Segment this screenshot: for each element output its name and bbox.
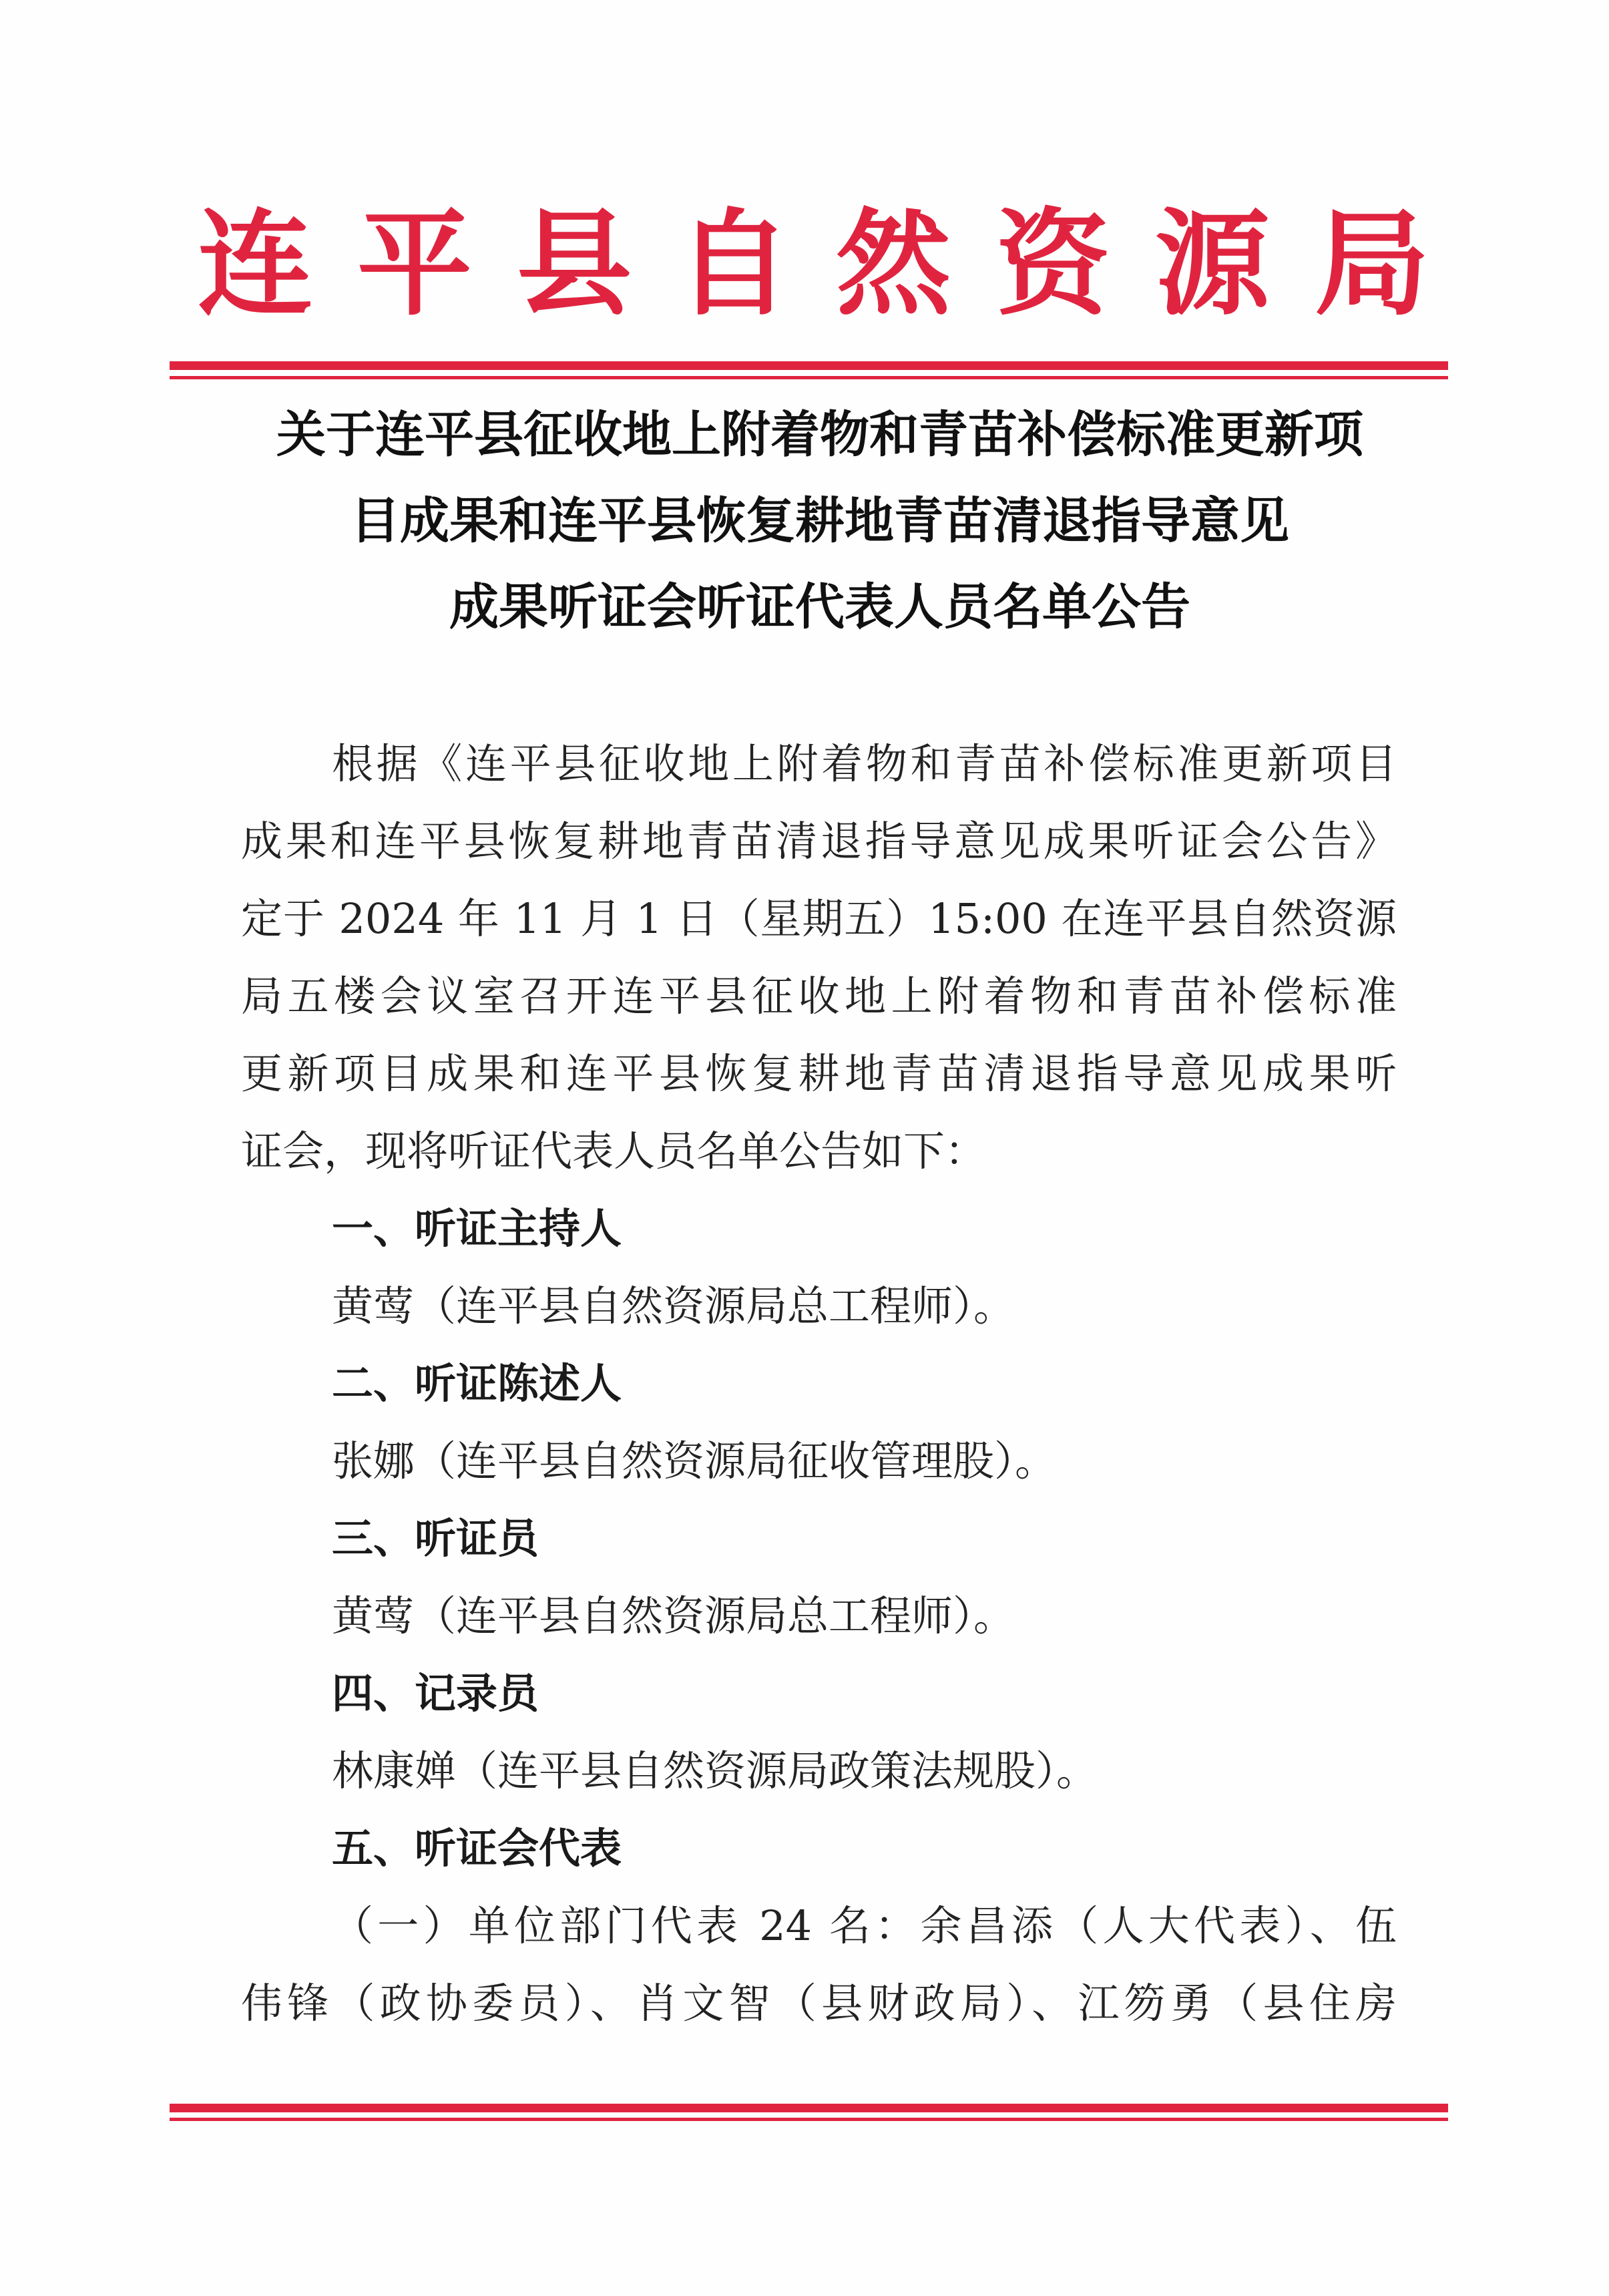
section-content-presenter: 张娜（连平县自然资源局征收管理股）。 bbox=[332, 1437, 1057, 1485]
representatives-line: （一）单位部门代表 24 名：余昌添（人大代表）、伍 bbox=[332, 1901, 1397, 1950]
document-body bbox=[241, 725, 1397, 2042]
section-content-hearing-officer: 黄莺（连平县自然资源局总工程师）。 bbox=[332, 1591, 1015, 1640]
section-heading-hearing-officer: 三、听证员 bbox=[332, 1514, 539, 1563]
intro-paragraph-line: 定于 2024 年 11 月 1 日（星期五）15:00 在连平县自然资源 bbox=[241, 894, 1397, 943]
header-red-rule-thick bbox=[170, 361, 1448, 370]
title-line: 成果听证会听证代表人员名单公告 bbox=[449, 578, 1190, 636]
section-content-recorder: 林康婵（连平县自然资源局政策法规股）。 bbox=[332, 1746, 1098, 1795]
section-heading-host: 一、听证主持人 bbox=[332, 1204, 622, 1253]
section-heading-recorder: 四、记录员 bbox=[332, 1669, 539, 1718]
intro-paragraph-line: 更新项目成果和连平县恢复耕地青苗清退指导意见成果听 bbox=[241, 1049, 1397, 1098]
intro-paragraph-line: 成果和连平县恢复耕地青苗清退指导意见成果听证会公告》 bbox=[241, 817, 1397, 866]
header-red-rule-thin bbox=[170, 376, 1448, 379]
intro-paragraph-line: 局五楼会议室召开连平县征收地上附着物和青苗补偿标准 bbox=[241, 972, 1397, 1020]
representatives-line: 伟锋（政协委员）、肖文智（县财政局）、江笏勇（县住房 bbox=[241, 1979, 1397, 2028]
title-line: 目成果和连平县恢复耕地青苗清退指导意见 bbox=[351, 492, 1289, 550]
footer-red-rule-thick bbox=[170, 2104, 1448, 2112]
footer-red-rule-thin bbox=[170, 2118, 1448, 2121]
section-heading-representatives: 五、听证会代表 bbox=[332, 1824, 622, 1873]
agency-name-header: 连平县自然资源局 bbox=[198, 200, 1429, 327]
section-content-host: 黄莺（连平县自然资源局总工程师）。 bbox=[332, 1282, 1015, 1330]
section-heading-presenter: 二、听证陈述人 bbox=[332, 1359, 622, 1408]
intro-paragraph-line: 证会，现将听证代表人员名单公告如下： bbox=[241, 1127, 987, 1175]
intro-paragraph-line: 根据《连平县征收地上附着物和青苗补偿标准更新项目 bbox=[332, 739, 1397, 788]
title-line: 关于连平县征收地上附着物和青苗补偿标准更新项 bbox=[276, 406, 1363, 463]
document-title bbox=[31, 392, 1609, 650]
